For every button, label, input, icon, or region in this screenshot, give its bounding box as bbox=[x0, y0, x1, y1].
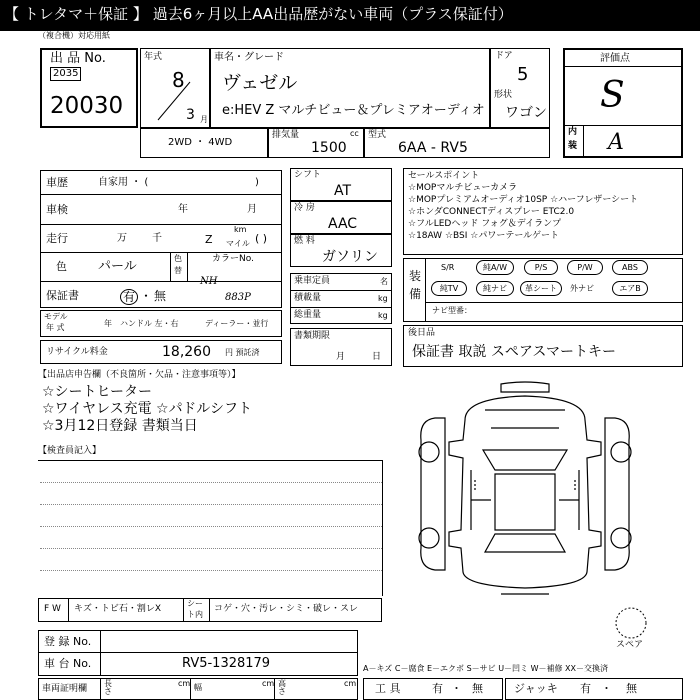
history-label: 車歴 bbox=[46, 176, 68, 189]
after-label: 後日品 bbox=[408, 328, 436, 338]
fuel-label: 燃 料 bbox=[294, 236, 315, 246]
interior-label-2: 装 bbox=[568, 141, 578, 151]
car-model: ヴェゼル bbox=[222, 72, 298, 94]
capacity-unit-gross: kg bbox=[378, 311, 388, 320]
equipment-airbag: エアB bbox=[612, 281, 648, 296]
history-value: 自家用 ・ ( bbox=[98, 177, 149, 188]
color-code-2: 883P bbox=[225, 292, 251, 303]
sub-note: （複合機）対応用紙 bbox=[38, 31, 110, 40]
equipment-label-1: 装 bbox=[409, 269, 422, 283]
color-value: パール bbox=[98, 259, 137, 274]
warranty-yes: 有 bbox=[120, 289, 138, 305]
capacity-label-load: 積載量 bbox=[294, 293, 322, 303]
tools-label: 工 具 bbox=[375, 682, 401, 695]
lot-number: 20030 bbox=[50, 93, 124, 119]
sales-point-item: ☆フルLEDヘッド フォグ＆デイランプ bbox=[408, 219, 562, 229]
mileage-label: 走行 bbox=[46, 232, 68, 245]
aircon-value: AAC bbox=[328, 216, 358, 232]
equipment-ext-navi: 外ナビ bbox=[570, 284, 594, 293]
fw-seat-2: ト内 bbox=[187, 610, 203, 619]
capacity-label-seats: 乗車定員 bbox=[294, 276, 331, 286]
shape-label: 形状 bbox=[494, 90, 513, 100]
displacement-value: 1500 bbox=[311, 140, 347, 156]
color-change-2: 替 bbox=[174, 266, 182, 275]
warranty-sep: ・ bbox=[140, 289, 153, 303]
warranty-no: 無 bbox=[154, 289, 167, 303]
equipment-ps: P/S bbox=[524, 260, 558, 275]
after-value: 保証書 取説 スペアスマートキー bbox=[412, 344, 617, 360]
name-label: 車名・グレード bbox=[214, 52, 284, 63]
car-grade: e:HEV Z マルチビュー＆プレミアオーディオ bbox=[222, 103, 485, 118]
year-month: 3 bbox=[186, 107, 195, 123]
equipment-leather-seat: 革シート bbox=[520, 281, 562, 296]
year-label: 年式 bbox=[144, 52, 163, 62]
interior-label-1: 内 bbox=[568, 127, 578, 137]
warranty-label: 保証書 bbox=[46, 289, 79, 302]
displacement-unit: cc bbox=[350, 129, 359, 138]
history-close: ) bbox=[255, 177, 259, 188]
equipment-navi-label: ナビ型番： bbox=[432, 306, 472, 315]
registration-label: 登 録 No. bbox=[44, 635, 92, 648]
mileage-paren: ( ) bbox=[255, 232, 268, 245]
interior-value: A bbox=[608, 130, 624, 155]
color-code-1: NH bbox=[200, 276, 218, 287]
fw-seat-value: コゲ・穴・汚レ・シミ・破レ・スレ bbox=[214, 604, 359, 614]
expiry-label: 書類期限 bbox=[294, 331, 331, 341]
equipment-pw: P/W bbox=[567, 260, 603, 275]
dim-width-cm: cm bbox=[262, 679, 275, 688]
displacement-label: 排気量 bbox=[272, 130, 300, 140]
score-value: S bbox=[600, 75, 625, 116]
color-label: 色 bbox=[56, 260, 67, 273]
sales-points-label: セールスポイント bbox=[408, 171, 480, 181]
recycle-label: リサイクル料金 bbox=[46, 347, 108, 357]
model-year-label-2: 年 式 bbox=[46, 323, 65, 332]
jack-no: 無 bbox=[626, 682, 637, 695]
shape-value: ワゴン bbox=[505, 105, 547, 121]
drive-text: 2WD ・ 4WD bbox=[168, 137, 233, 148]
tools-yes: 有 bbox=[432, 682, 443, 695]
color-change-1: 色 bbox=[174, 254, 182, 263]
dimensions-label: 車両証明欄 bbox=[42, 684, 88, 694]
fuel-value: ガソリン bbox=[322, 249, 378, 265]
chassis-value: RV5-1328179 bbox=[182, 656, 271, 671]
seller-note-item: ☆ワイヤレス充電 ☆パドルシフト bbox=[42, 401, 252, 417]
capacity-unit-seats: 名 bbox=[380, 277, 388, 286]
legend-text: A－キズ C－腐食 E－エクボ S－サビ U－凹ミ W－補修 XX－交換済 bbox=[363, 664, 609, 673]
mileage-z: Z bbox=[205, 233, 213, 246]
seller-note-item: ☆3月12日登録 書類当日 bbox=[42, 418, 198, 434]
model-year-label-1: モデル bbox=[44, 312, 68, 321]
lot-label: 出 品 No. bbox=[50, 51, 106, 66]
sales-point-item: ☆MOPプレミアムオーディオ10SP ☆ハーフレザーシート bbox=[408, 195, 639, 205]
model-type-label: 型式 bbox=[368, 130, 387, 140]
expiry-month: 月 bbox=[336, 352, 346, 362]
seller-note-item: ☆シートヒーター bbox=[42, 384, 152, 400]
fw-value: キズ・トビ石・割レX bbox=[74, 604, 161, 614]
equipment-abs: ABS bbox=[612, 260, 648, 275]
tools-sep: ・ bbox=[451, 682, 462, 695]
aircon-label: 冷 房 bbox=[294, 203, 315, 213]
recycle-value: 18,260 bbox=[162, 344, 211, 360]
mileage-unit-km: km bbox=[234, 225, 247, 234]
dim-width: 幅 bbox=[194, 683, 202, 692]
expiry-day: 日 bbox=[372, 352, 382, 362]
fw-seat-1: シー bbox=[187, 599, 203, 608]
header-title: 【 トレタマ＋保証 】 過去6ヶ月以上AA出品歴がない車両（プラス保証付） bbox=[4, 5, 513, 23]
equipment-pure-aw: 純A/W bbox=[476, 260, 514, 275]
model-year-dealer: ディーラー・並行 bbox=[205, 319, 269, 328]
model-year-handle: ハンドル 左・右 bbox=[120, 319, 179, 328]
color-code-label: カラーNo. bbox=[212, 254, 254, 264]
dim-height-cm: cm bbox=[344, 679, 357, 688]
mileage-unit-mile: マイル bbox=[226, 239, 250, 248]
equipment-pure-tv: 純TV bbox=[431, 281, 467, 296]
inspection-label: 車検 bbox=[46, 203, 68, 216]
jack-label: ジャッキ bbox=[514, 682, 558, 695]
sales-point-item: ☆MOPマルチビューカメラ bbox=[408, 183, 518, 193]
tools-no: 無 bbox=[472, 682, 483, 695]
inspection-year: 年 bbox=[178, 204, 188, 215]
chassis-label: 車 台 No. bbox=[44, 657, 92, 670]
spare-label: スペア bbox=[616, 640, 644, 650]
dim-height: 高さ bbox=[278, 679, 286, 696]
shift-value: AT bbox=[334, 183, 352, 199]
mileage-sen: 千 bbox=[152, 233, 162, 244]
capacity-label-gross: 総重量 bbox=[294, 310, 322, 320]
year-month-unit: 月 bbox=[200, 115, 208, 124]
spare-tire-icon bbox=[614, 606, 648, 640]
equipment-sr: S/R bbox=[441, 263, 455, 272]
doors-label: ドア bbox=[495, 51, 513, 61]
seller-notes-label: 【出品店申告欄（不良箇所・欠品・注意事項等）】 bbox=[38, 370, 241, 380]
jack-sep: ・ bbox=[601, 682, 612, 695]
fw-label: F W bbox=[44, 604, 61, 614]
model-type-value: 6AA - RV5 bbox=[398, 140, 468, 156]
mileage-man: 万 bbox=[117, 233, 127, 244]
year-value: 8 bbox=[172, 68, 185, 92]
jack-yes: 有 bbox=[580, 682, 591, 695]
capacity-unit-load: kg bbox=[378, 294, 388, 303]
equipment-label-2: 備 bbox=[409, 287, 422, 301]
recycle-unit: 円 預託済 bbox=[225, 348, 260, 357]
lot-small-number: 2035 bbox=[50, 67, 81, 81]
shift-label: シフト bbox=[294, 170, 322, 180]
doors-value: 5 bbox=[517, 64, 529, 85]
dim-length: 長さ bbox=[104, 679, 112, 696]
equipment-pure-navi: 純ナビ bbox=[476, 281, 514, 296]
dim-length-cm: cm bbox=[178, 679, 191, 688]
sales-point-item: ☆18AW ☆BSI ☆パワーテールゲート bbox=[408, 231, 559, 241]
inspector-label: 【検査員記入】 bbox=[38, 446, 102, 456]
score-label: 評価点 bbox=[600, 53, 630, 64]
car-diagram bbox=[405, 380, 645, 600]
model-year-year: 年 bbox=[104, 319, 112, 328]
inspection-month: 月 bbox=[247, 204, 257, 215]
sales-point-item: ☆ホンダCONNECTディスプレー ETC2.0 bbox=[408, 207, 575, 217]
